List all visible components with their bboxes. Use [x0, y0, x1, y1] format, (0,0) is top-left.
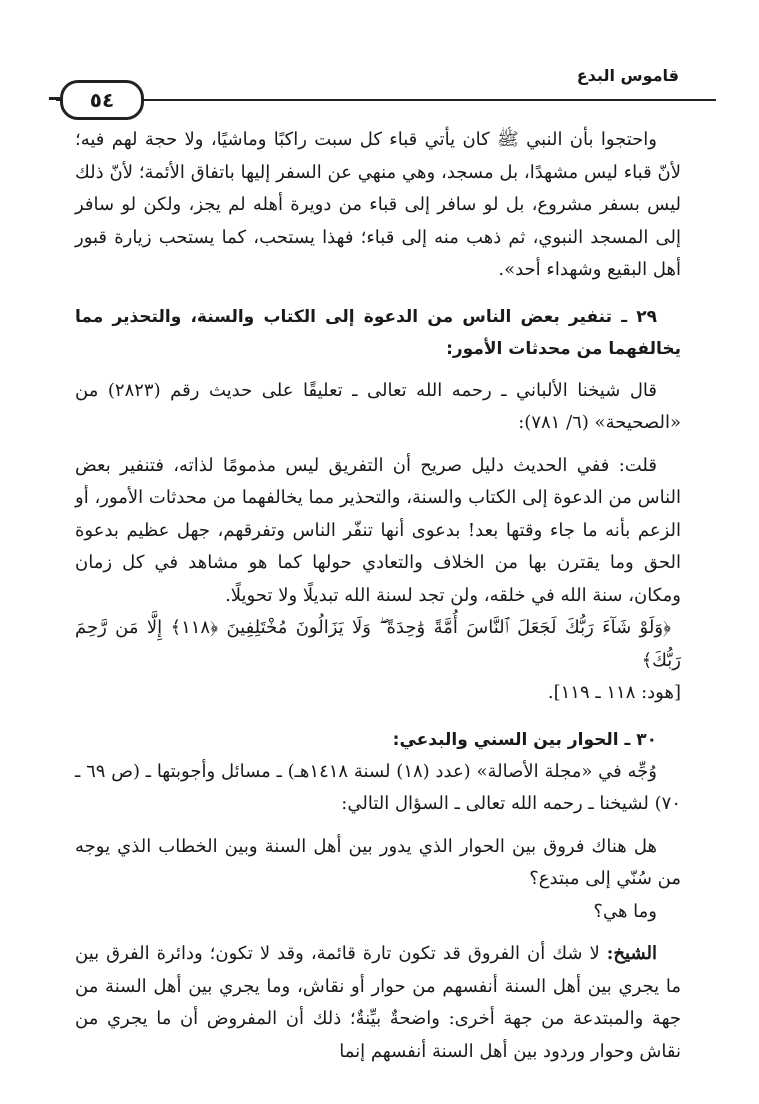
- paragraph-5: هل هناك فروق بين الحوار الذي يدور بين أهل السنة وبين الخطاب الذي يوجه من سُنّي إلى مبتدع؟: [75, 835, 681, 889]
- quran-reference: [هود: ١١٨ ـ ١١٩].: [547, 682, 681, 703]
- section-heading-29: ٢٩ ـ تنفير بعض الناس من الدعوة إلى الكتاب والسنة، والتحذير مما يخالفهما من محدثات الأمور:: [75, 306, 681, 359]
- running-title: قاموس البدع: [576, 66, 679, 85]
- paragraph-3: قلت: ففي الحديث دليل صريح أن التفريق ليس مذمومًا لذاته، فتنفير بعض الناس من الدعوة إلى الكتاب والسنة، والتحذير مما يخالفهما من محدثات الأمور، أو الزعم بأنه ما جاء وقتها بعد! بدعوى أنها تنفّر الناس وتفرقهم، جهل عظيم بدعوة الحق وما يقترن بها من الخلاف والتعادي حولها كما هو مشاهد في كل زمان ومكان، سنة الله في خلقه، ولن تجد لسنة الله تبديلًا ولا تحويلًا.: [75, 454, 681, 606]
- paragraph-2: قال شيخنا الألباني ـ رحمه الله تعالى ـ تعليقًا على حديث رقم (٢٨٢٣) من «الصحيحة» (٦/ ٧٨١):: [75, 379, 681, 433]
- paragraph-7-text: لا شك أن الفروق قد تكون تارة قائمة، وقد لا تكون؛ ودائرة الفرق بين ما يجري بين أهل السنة أنفسهم من حوار أو نقاش، وما يجري بين أهل السنة من جهة والمبتدعة من جهة أخرى: واضحةٌ بيِّنةٌ؛ ذلك أن المفروض أن ما يجري من نقاش وحوار وردود بين أهل السنة أنفسهم إنما: [75, 943, 681, 1062]
- header-rule: [56, 99, 716, 101]
- quran-verse: ﴿وَلَوْ شَآءَ رَبُّكَ لَجَعَلَ ٱلنَّاسَ أُمَّةً وَٰحِدَةً ۖ وَلَا يَزَالُونَ مُخْتَلِفِينَ ﴿١١٨﴾ إِلَّا مَن رَّحِمَ رَبُّكَ﴾: [75, 617, 681, 671]
- paragraph-1: واحتجوا بأن النبي ﷺ كان يأتي قباء كل سبت راكبًا وماشيًا، ولا حجة لهم فيه؛ لأنّ قباء ليس مشهدًا، بل مسجد، وهي منهي عن السفر إليها باتفاق الأئمة؛ لأنّ ذلك ليس بسفر مشروع، بل لو سافر إلى قباء من دويرة أهله لم يجز، ولكن لو سافر إلى المسجد النبوي، ثم ذهب منه إلى قباء؛ فهذا يستحب، كما يستحب زيارة قبور أهل البقيع وشهداء أحد».: [75, 129, 681, 280]
- page-body: [75, 124, 681, 1068]
- paragraph-4: وُجِّه في «مجلة الأصالة» (عدد (١٨) لسنة ١٤١٨هـ) ـ مسائل وأجوبتها ـ (ص ٦٩ ـ ٧٠) لشيخنا ـ رحمه الله تعالى ـ السؤال التالي:: [75, 760, 681, 814]
- page-number: ٥٤: [60, 80, 144, 120]
- speaker-label: الشيخ:: [606, 943, 657, 964]
- paragraph-6: وما هي؟: [593, 900, 657, 922]
- section-heading-30: ٣٠ ـ الحوار بين السني والبدعي:: [392, 729, 657, 750]
- paragraph-7: [75, 938, 681, 1068]
